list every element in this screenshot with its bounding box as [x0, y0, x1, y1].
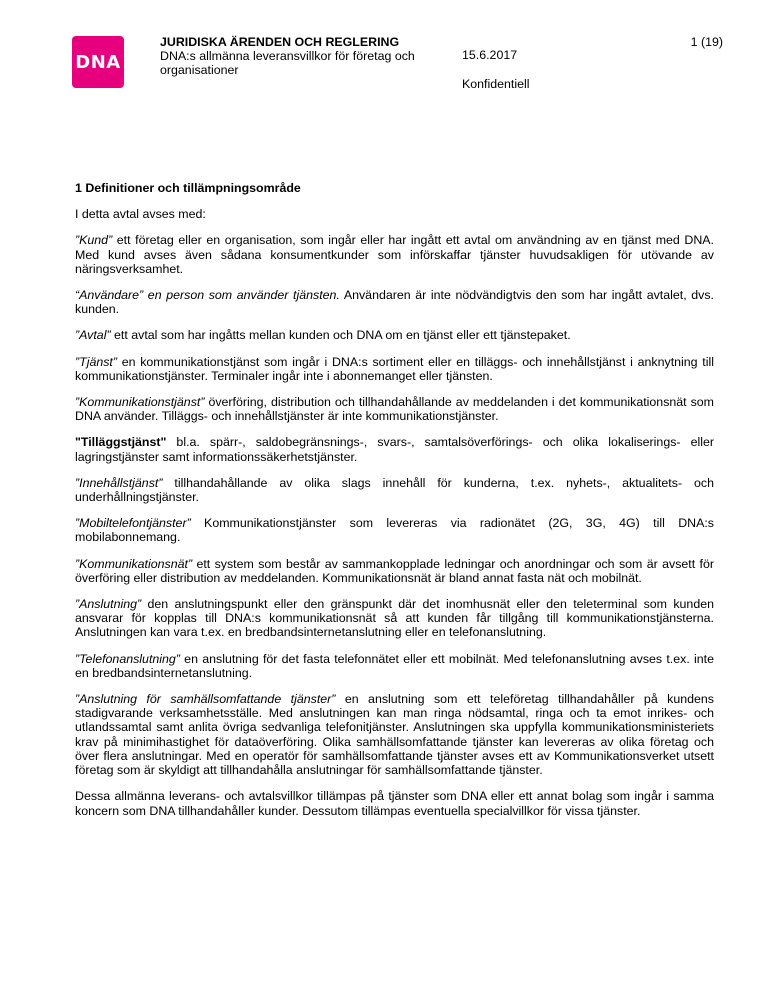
- header-subtitle: DNA:s allmänna leveransvillkor för företag och organisationer: [160, 49, 415, 77]
- logo-text: DNA: [75, 51, 121, 73]
- header-title: JURIDISKA ÄRENDEN OCH REGLERING: [160, 35, 400, 49]
- definition-paragraph: [75, 597, 714, 640]
- definition-paragraph: [75, 233, 714, 276]
- definitions-list: [75, 233, 714, 817]
- definition-term: “Användare” en person som använder tjänsten.: [75, 288, 340, 303]
- definition-text: ett system som består av sammankopplade ledningar och anordningar och som är avsett för överföring eller distribution av meddelanden. Kommunikationsnät är bland annat fasta nät och mobilnät.: [75, 556, 714, 585]
- definition-text: Dessa allmänna leverans- och avtalsvillkor tillämpas på tjänster som DNA eller ett annat bolag som ingår i samma koncern som DNA tillhandahåller kunder. Dessutom tillämpas eventuella specialvillkor för vissa tjänster.: [75, 789, 714, 818]
- definition-text: ett företag eller en organisation, som ingår eller har ingått ett avtal om användning av en tjänst med DNA. Med kund avses även sådana konsumentkunder som införskaffar tjänster huvudsakligen för utövande av näringsverksamhet.: [75, 233, 714, 276]
- definition-paragraph: [75, 652, 714, 680]
- definition-term: ”Telefonanslutning”: [75, 651, 180, 666]
- document-body: [75, 181, 714, 830]
- definition-paragraph: [75, 435, 714, 463]
- definition-term: ”Tjänst”: [75, 354, 117, 369]
- definition-text: en anslutning för det fasta telefonnätet eller ett mobilnät. Med telefonanslutning avses t.ex. inte en bredbandsinternetanslutning.: [75, 651, 714, 680]
- definition-paragraph: [75, 288, 714, 316]
- header-date: 15.6.2017: [462, 48, 518, 62]
- definition-term: ”Anslutning för samhällsomfattande tjänster”: [75, 692, 336, 707]
- definition-text: den anslutningspunkt eller den gränspunkt där det inomhusnät eller den teleterminal som kunden ansvarar för kopplas till DNA:s kommunikationsnät så att kunden får tillgång till kommunikationstjänsterna. Anslutningen kan vara t.ex. en bredbandsinternetanslutning eller en telefonanslutning.: [75, 597, 714, 640]
- definition-paragraph: [75, 789, 714, 817]
- definition-paragraph: [75, 557, 714, 585]
- definition-paragraph: [75, 328, 714, 342]
- definition-term: ”Mobiltelefontjänster”: [75, 516, 191, 531]
- definition-paragraph: [75, 355, 714, 383]
- definition-term: "Tilläggstjänst": [75, 435, 167, 450]
- dna-logo: [72, 36, 124, 88]
- definition-text: överföring, distribution och tillhandahållande av meddelanden i det kommunikationsnät som DNA använder. Tilläggs- och innehållstjänster är inte kommunikationstjänster.: [75, 395, 714, 424]
- definition-paragraph: [75, 516, 714, 544]
- definition-term: ”Innehållstjänst”: [75, 475, 163, 490]
- header-confidentiality: Konfidentiell: [462, 77, 530, 91]
- intro-text: I detta avtal avses med:: [75, 207, 206, 222]
- definition-term: ”Kommunikationstjänst”: [75, 395, 205, 410]
- definition-text: Kommunikationstjänster som levereras via radionätet (2G, 3G, 4G) till DNA:s mobilabonnemang.: [75, 516, 714, 545]
- definition-text: tillhandahållande av olika slags innehåll för kunderna, t.ex. nyhets-, aktualitets- och underhållningstjänster.: [75, 475, 714, 505]
- page-number: 1 (19): [690, 35, 723, 49]
- definition-term: ”Kommunikationsnät”: [75, 556, 193, 571]
- section-title: 1 Definitioner och tillämpningsområde: [75, 181, 301, 195]
- definition-term: ”Avtal”: [75, 328, 111, 343]
- definition-text: Användaren är inte nödvändigtvis den som har ingått avtalet, dvs. kunden.: [75, 288, 714, 317]
- definition-text: bl.a. spärr-, saldobegränsnings-, svars-, samtalsöverförings- och olika lokaliserings- eller lagringstjänster samt informationssäkerhetstjänster.: [75, 435, 714, 464]
- definition-text: ett avtal som har ingåtts mellan kunden och DNA om en tjänst eller ett tjänstepaket.: [110, 328, 571, 343]
- definition-term: ”Kund”: [75, 233, 113, 248]
- definition-text: en anslutning som ett teleföretag tillhandahåller på kundens stadigvarande verksamhetsställe. Med anslutningen kan man ringa nödsamtal, ringa och ta emot inrikes- och utlandssamtal samt anlita övriga sedvanliga telefonitjänster. Anslutningen ska uppfylla kommunikationsministeriets krav på minimihastighet för dataöverföring. Olika samhällsomfattande tjänster kan levereras av olika företag och över flera anslutningar. Med en operatör för samhällsomfattande tjänster avses ett av Kommunikationsverket utsett företag som är skyldigt att tillhandahålla anslutningar för samhällsomfattande tjänster.: [75, 692, 714, 778]
- definition-paragraph: [75, 476, 714, 504]
- definition-paragraph: [75, 395, 714, 423]
- definition-term: ”Anslutning”: [75, 597, 142, 612]
- definition-text: en kommunikationstjänst som ingår i DNA:s sortiment eller en tilläggs- och innehållstjänst i anknytning till kommunikationstjänster. Terminaler ingår inte i abonnemanget eller tjänsten.: [75, 354, 714, 383]
- definition-paragraph: [75, 692, 714, 777]
